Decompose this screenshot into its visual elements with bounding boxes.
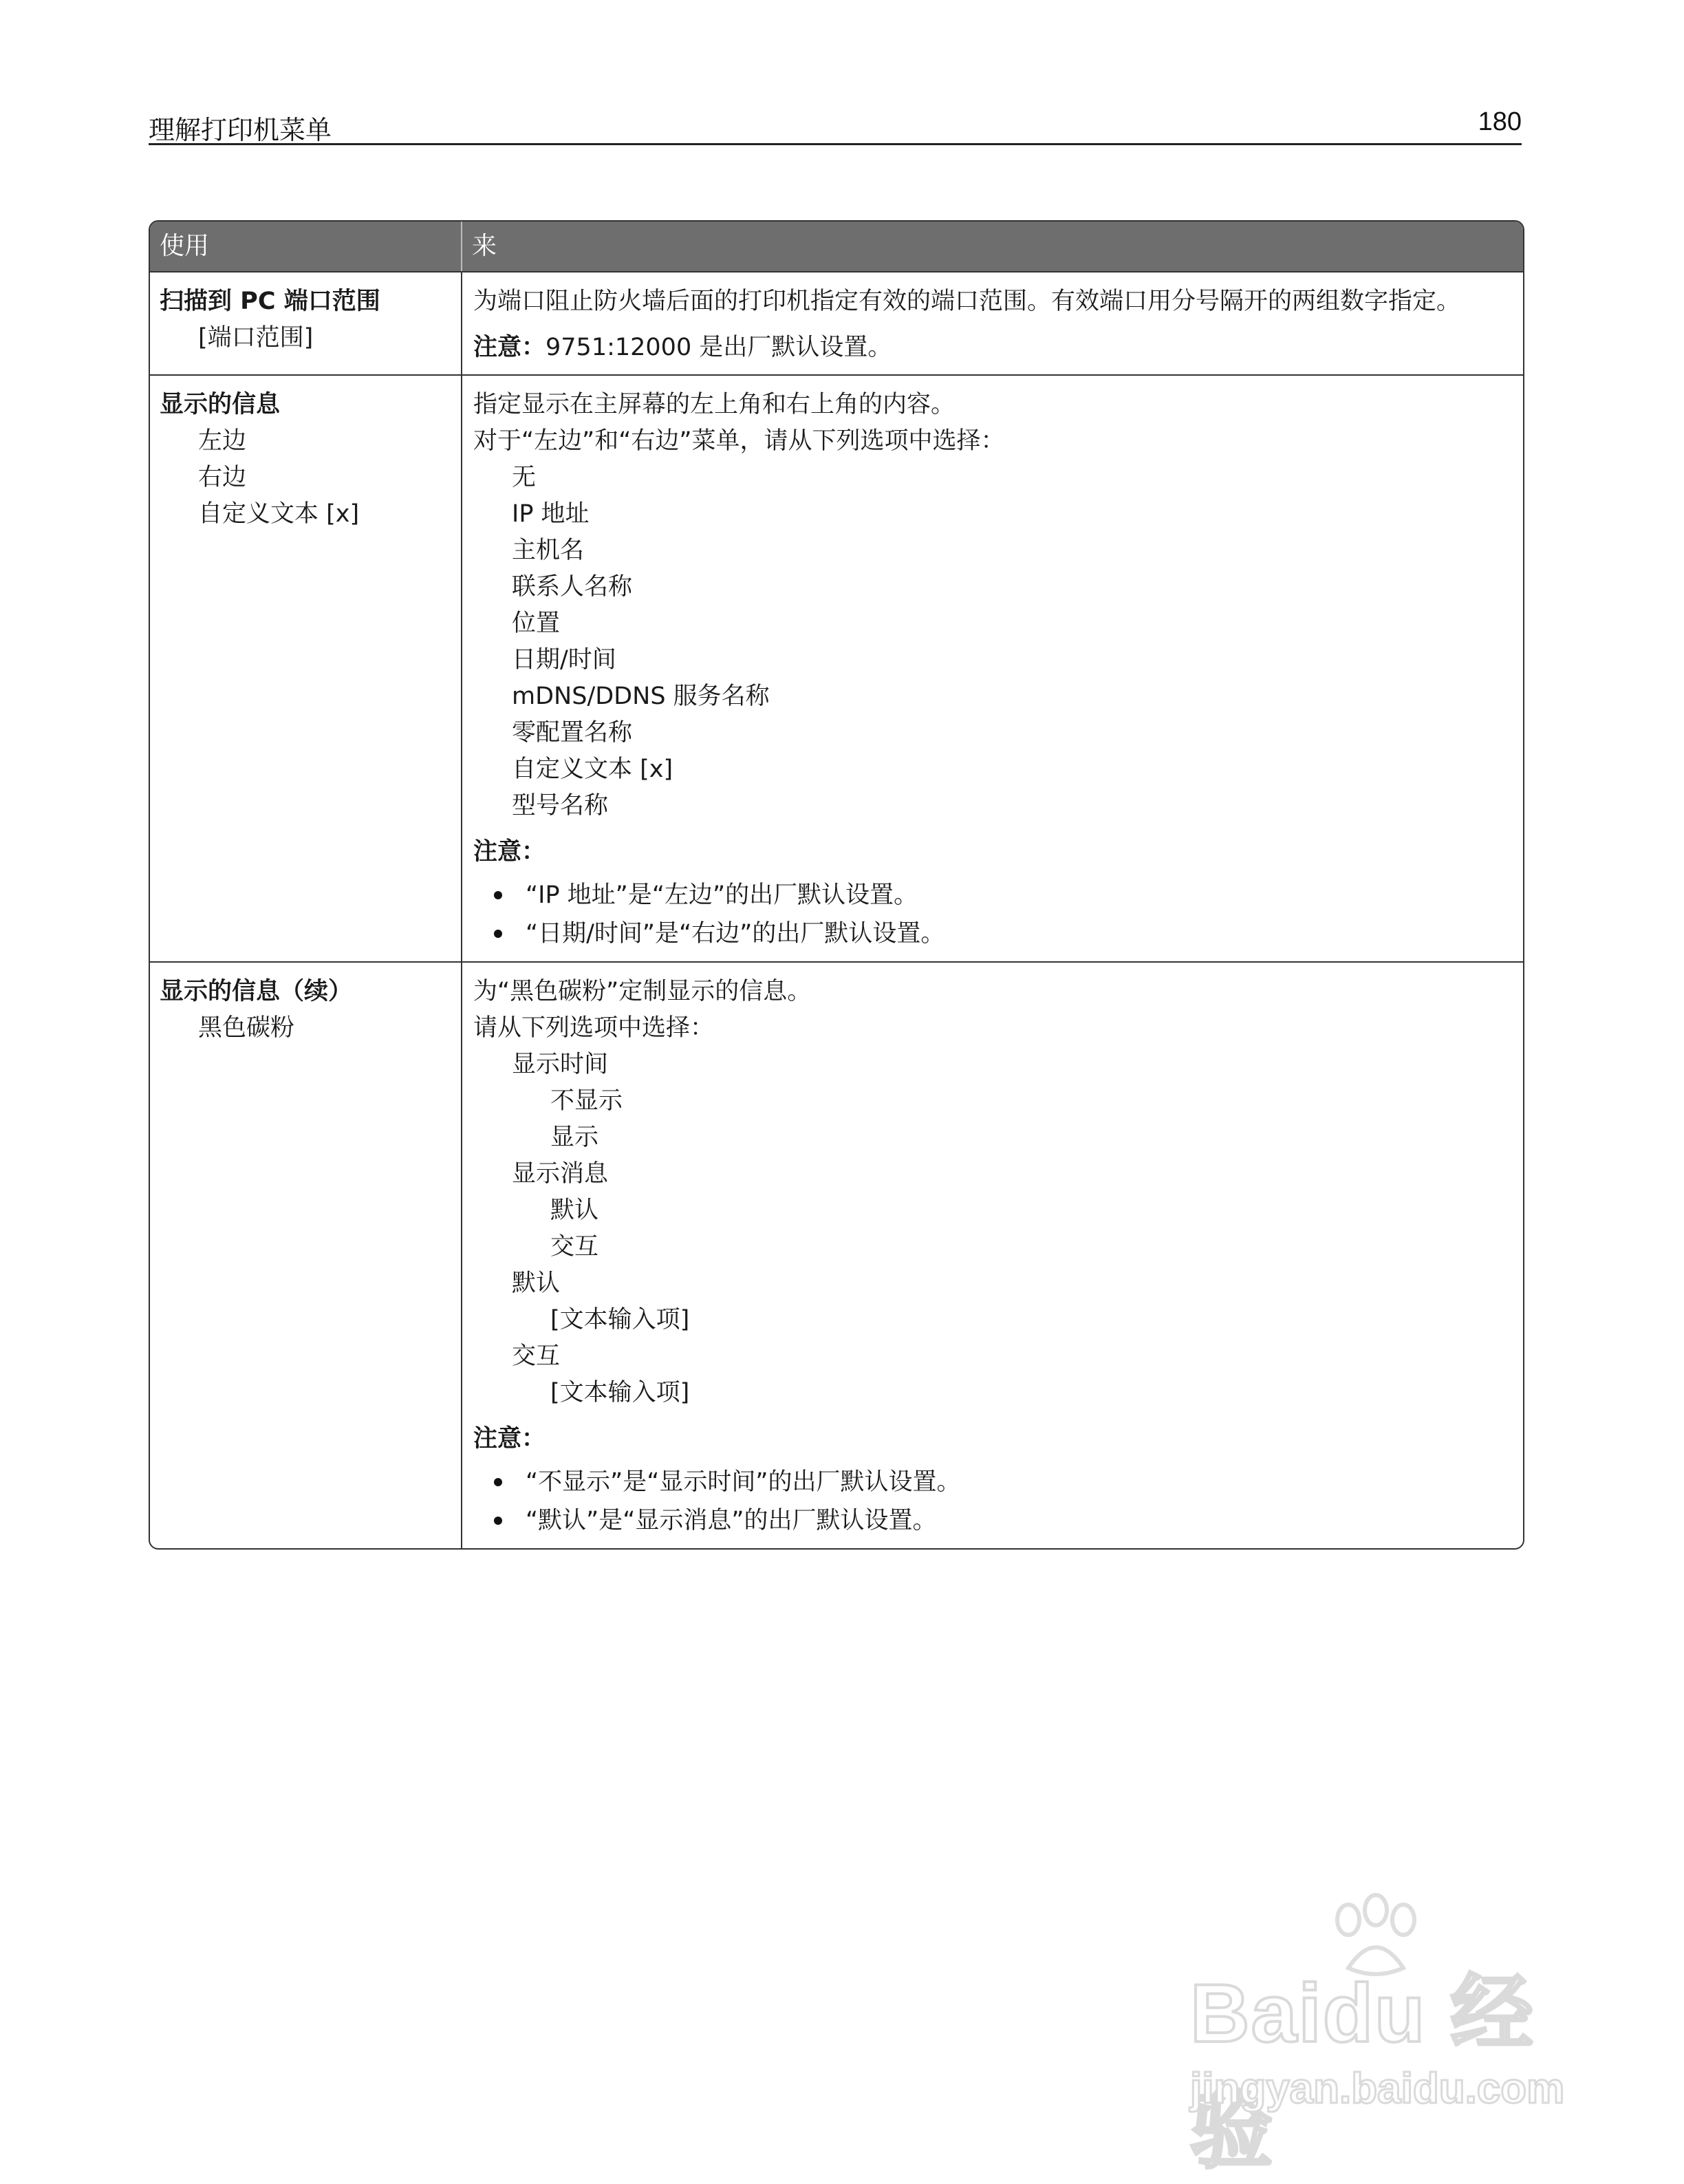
- description-text: 对于“左边”和“右边”菜单，请从下列选项中选择：: [473, 427, 1005, 455]
- menu-item-option: 自定义文本 [x]: [198, 500, 360, 528]
- menu-item-option: 黑色碳粉: [198, 1014, 295, 1042]
- watermark-url: jingyan.baidu.com: [1190, 2065, 1565, 2112]
- description-text: 为“黑色碳粉”定制显示的信息。: [473, 978, 812, 1005]
- column-header-to: 来: [472, 232, 497, 260]
- note-list: [473, 1463, 1512, 1540]
- note-bullet: “不显示”是“显示时间”的出厂默认设置。: [473, 1463, 1512, 1501]
- column-header-use: 使用: [150, 222, 462, 271]
- note-bullet: “日期/时间”是“右边”的出厂默认设置。: [473, 914, 1512, 953]
- table-body: [150, 271, 1523, 1548]
- page-header: [149, 103, 1522, 145]
- note-bullet: “IP 地址”是“左边”的出厂默认设置。: [473, 876, 1512, 914]
- description-text: 指定显示在主屏幕的左上角和右上角的内容。: [473, 391, 956, 418]
- option-value: 显示: [550, 1124, 599, 1151]
- note-line: [473, 330, 1512, 366]
- watermark-brand: Baidu 经验: [1190, 1967, 1535, 2178]
- option-value: mDNS/DDNS 服务名称: [512, 683, 770, 710]
- note-text: 9751:12000 是出厂默认设置。: [546, 334, 892, 361]
- option-value: [文本输入项]: [550, 1379, 690, 1406]
- option-value: 型号名称: [512, 792, 609, 820]
- option-value: IP 地址: [512, 500, 590, 528]
- option-value: 自定义文本 [x]: [512, 756, 673, 783]
- section-title: 理解打印机菜单: [149, 115, 332, 145]
- note-label: 注意：: [473, 334, 546, 361]
- description-text: 为端口阻止防火墙后面的打印机指定有效的端口范围。有效端口用分号隔开的两组数字指定。: [473, 288, 1461, 315]
- menu-item-title: 扫描到 PC 端口范围: [160, 288, 380, 315]
- option-value: 无: [512, 464, 537, 491]
- note-label: 注意：: [473, 838, 546, 866]
- menu-item-cell: [150, 963, 462, 1548]
- menu-item-option: [端口范围]: [198, 324, 314, 352]
- option-value: 联系人名称: [512, 573, 633, 601]
- menu-item-option: 右边: [198, 464, 247, 491]
- note-list: [473, 876, 1512, 953]
- option-value: 日期/时间: [512, 646, 616, 674]
- option-value: 位置: [512, 610, 561, 637]
- page-number: 180: [1478, 107, 1522, 136]
- table-row: [150, 961, 1523, 1548]
- option-value: [文本输入项]: [550, 1306, 690, 1334]
- option-value: 显示消息: [512, 1160, 609, 1188]
- option-value: 交互: [512, 1342, 561, 1370]
- option-value: 零配置名称: [512, 719, 633, 747]
- menu-item-title: 显示的信息: [160, 391, 281, 418]
- option-value: 交互: [550, 1233, 599, 1261]
- menu-item-title: 显示的信息（续）: [160, 978, 353, 1005]
- baidu-watermark: [1183, 1892, 1568, 2178]
- description-cell: [462, 376, 1523, 961]
- option-value: 默认: [550, 1197, 599, 1224]
- menu-item-cell: [150, 376, 462, 961]
- table-row: [150, 271, 1523, 374]
- table-header-row: [150, 222, 1523, 271]
- table-row: [150, 374, 1523, 961]
- menu-item-cell: [150, 272, 462, 374]
- option-value: 默认: [512, 1270, 561, 1297]
- description-cell: [462, 272, 1523, 374]
- description-cell: [462, 963, 1523, 1548]
- option-value: 不显示: [550, 1087, 623, 1115]
- note-label: 注意：: [473, 1425, 546, 1453]
- menu-item-option: 左边: [198, 427, 247, 455]
- option-value: 显示时间: [512, 1051, 609, 1078]
- menu-table: [149, 220, 1524, 1550]
- description-text: 请从下列选项中选择：: [473, 1014, 715, 1042]
- note-bullet: “默认”是“显示消息”的出厂默认设置。: [473, 1501, 1512, 1540]
- option-value: 主机名: [512, 537, 585, 564]
